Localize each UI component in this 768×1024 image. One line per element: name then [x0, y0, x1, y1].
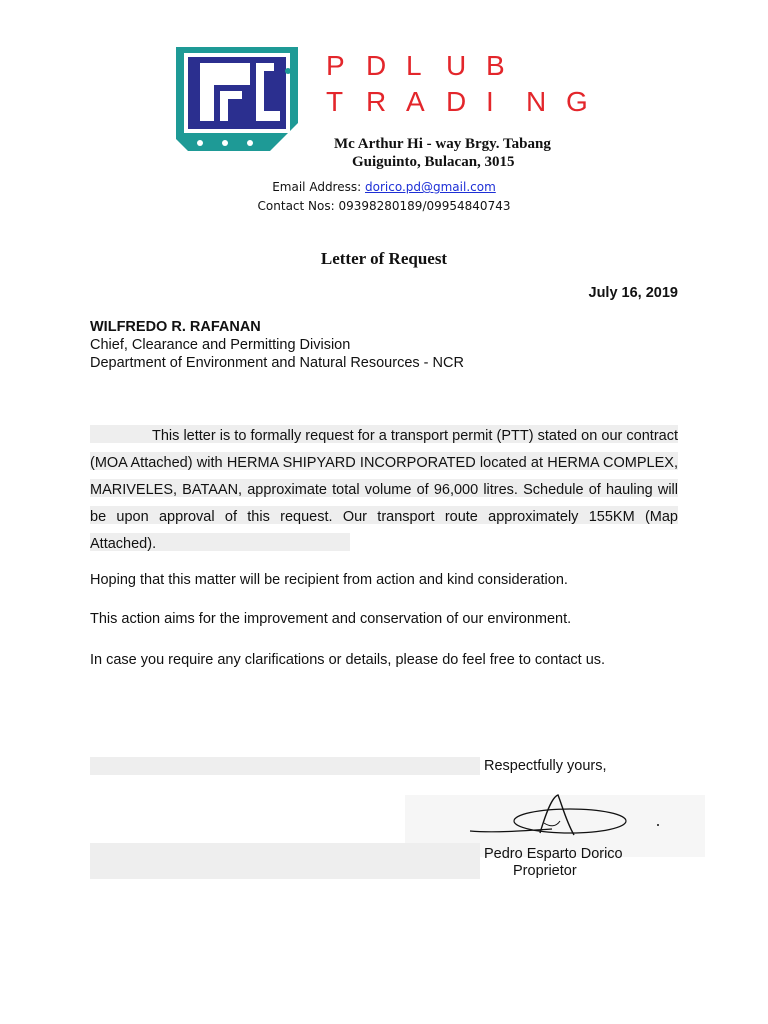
signer-shading: [90, 843, 480, 879]
recipient-title: Chief, Clearance and Permitting Division: [90, 337, 351, 353]
signature-image: [462, 793, 662, 841]
signer-title: Proprietor: [513, 863, 577, 879]
email-link[interactable]: dorico.pd@gmail.com: [365, 180, 496, 194]
letter-title: Letter of Request: [320, 249, 448, 268]
body-paragraph-4: In case you require any clarifications or details, please do feel free to contact us.: [90, 652, 606, 668]
letter-date: July 16, 2019: [588, 285, 678, 301]
signer-name: Pedro Esparto Dorico: [484, 846, 623, 862]
recipient-name: WILFREDO R. RAFANAN: [90, 319, 261, 335]
body-paragraph-2: Hoping that this matter will be recipient from action and kind consideration.: [90, 572, 568, 588]
company-address-line1: Mc Arthur Hi - way Brgy. Tabang: [334, 136, 551, 152]
email-label: Email Address:: [272, 180, 362, 194]
contact-numbers: Contact Nos: 09398280189/09954840743: [257, 199, 511, 213]
email-line: [0, 178, 768, 197]
body-paragraph-1: This letter is to formally request for a transport permit (PTT) stated on our contract (MOA Attached) with HERMA SHIPYARD INCORPORATED located at HERMA COMPLEX, MARIVELES, BATAAN, approximate total volume of 96,000 litres. Schedule of hauling will be upon approval of this request. Our transport route approximately 155KM (Map Attached).: [90, 428, 678, 552]
closing-line: Respectfully yours,: [484, 758, 607, 774]
closing-shading: [90, 757, 480, 775]
company-logo: [170, 41, 305, 157]
company-address-line2: Guiguinto, Bulacan, 3015: [352, 154, 515, 170]
company-name-line1: P D L U B: [326, 50, 505, 81]
recipient-org: Department of Environment and Natural Resources - NCR: [90, 355, 464, 371]
recipient-block: [90, 318, 464, 372]
body-paragraph-3: This action aims for the improvement and conservation of our environment.: [90, 611, 572, 627]
company-name-line2: T R A D I N G: [326, 86, 588, 117]
